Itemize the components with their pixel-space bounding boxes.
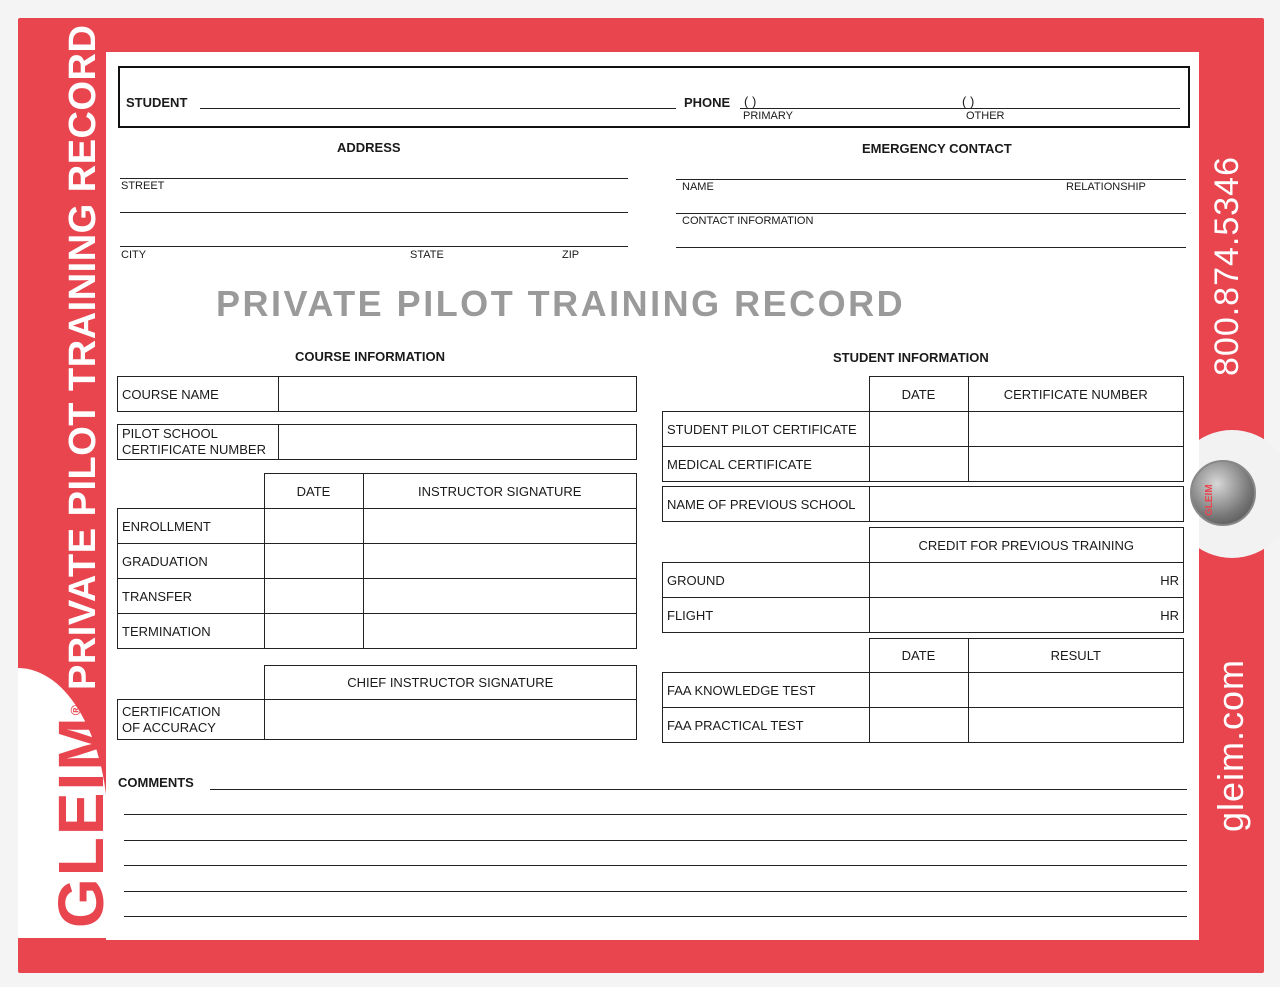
graduation-date-field[interactable] bbox=[264, 544, 363, 579]
chief-instructor-signature-field[interactable] bbox=[264, 700, 637, 740]
street-label: STREET bbox=[121, 180, 165, 192]
certificate-number-header: CERTIFICATE NUMBER bbox=[968, 377, 1184, 412]
knowledge-test-result-field[interactable] bbox=[968, 673, 1184, 708]
comments-label: COMMENTS bbox=[118, 775, 194, 790]
certification-line-2: OF ACCURACY bbox=[122, 719, 216, 735]
knowledge-test-label: FAA KNOWLEDGE TEST bbox=[663, 673, 870, 708]
previous-school-field[interactable] bbox=[870, 487, 1184, 522]
state-label: STATE bbox=[410, 249, 444, 261]
address-line-1[interactable] bbox=[120, 178, 628, 179]
emergency-line-2[interactable] bbox=[676, 213, 1186, 214]
student-pilot-label: STUDENT PILOT CERTIFICATE bbox=[663, 412, 870, 447]
phone-label: PHONE bbox=[684, 95, 731, 110]
brand-logo bbox=[44, 703, 118, 928]
course-name-label: COURSE NAME bbox=[118, 377, 279, 412]
certification-table bbox=[117, 665, 637, 740]
course-dates-table bbox=[117, 473, 637, 649]
pilot-school-label bbox=[118, 425, 279, 460]
test-result-header: RESULT bbox=[968, 639, 1184, 673]
seal-text: GLEIM bbox=[1204, 484, 1215, 516]
student-info-heading: STUDENT INFORMATION bbox=[833, 350, 989, 365]
previous-school-label: NAME OF PREVIOUS SCHOOL bbox=[663, 487, 870, 522]
ground-hours-field[interactable] bbox=[869, 563, 1184, 598]
side-website[interactable]: gleim.com bbox=[1210, 658, 1251, 832]
contact-info-label: CONTACT INFORMATION bbox=[682, 215, 814, 227]
ground-hr-unit: HR bbox=[1160, 572, 1179, 588]
brand-name: GLEIM bbox=[45, 715, 117, 928]
side-phone: 800.874.5346 bbox=[1208, 156, 1246, 376]
comments-line-1[interactable] bbox=[210, 789, 1187, 790]
course-date-header: DATE bbox=[264, 474, 363, 509]
flight-hours-field[interactable] bbox=[869, 598, 1184, 633]
course-name-table bbox=[117, 376, 637, 412]
comments-line-3[interactable] bbox=[124, 840, 1187, 841]
emergency-line-3[interactable] bbox=[676, 247, 1186, 248]
course-heading: COURSE INFORMATION bbox=[295, 349, 445, 364]
comments-line-2[interactable] bbox=[124, 814, 1187, 815]
medical-number-field[interactable] bbox=[968, 447, 1184, 482]
pilot-school-line-1: PILOT SCHOOL bbox=[122, 426, 218, 441]
medical-label: MEDICAL CERTIFICATE bbox=[663, 447, 870, 482]
relationship-label: RELATIONSHIP bbox=[1066, 181, 1146, 193]
previous-school-table bbox=[662, 486, 1184, 522]
comments-line-4[interactable] bbox=[124, 865, 1187, 866]
other-label: OTHER bbox=[966, 110, 1005, 122]
tests-table bbox=[662, 638, 1184, 743]
transfer-signature-field[interactable] bbox=[363, 579, 637, 614]
registered-mark: ® bbox=[67, 703, 84, 716]
zip-label: ZIP bbox=[562, 249, 580, 261]
knowledge-test-date-field[interactable] bbox=[869, 673, 968, 708]
transfer-label: TRANSFER bbox=[118, 579, 265, 614]
certificate-date-header: DATE bbox=[869, 377, 968, 412]
graduation-label: GRADUATION bbox=[118, 544, 265, 579]
student-label: STUDENT bbox=[126, 95, 188, 110]
instructor-signature-header: INSTRUCTOR SIGNATURE bbox=[363, 474, 637, 509]
graduation-signature-field[interactable] bbox=[363, 544, 637, 579]
city-label: CITY bbox=[121, 249, 147, 261]
comments-line-6[interactable] bbox=[124, 916, 1187, 917]
name-label: NAME bbox=[682, 181, 714, 193]
credit-header: CREDIT FOR PREVIOUS TRAINING bbox=[869, 528, 1184, 563]
emergency-line-1[interactable] bbox=[676, 179, 1186, 180]
test-date-header: DATE bbox=[869, 639, 968, 673]
practical-test-result-field[interactable] bbox=[968, 708, 1184, 743]
termination-label: TERMINATION bbox=[118, 614, 265, 649]
address-line-2[interactable] bbox=[120, 212, 628, 213]
comments-line-5[interactable] bbox=[124, 891, 1187, 892]
practical-test-label: FAA PRACTICAL TEST bbox=[663, 708, 870, 743]
primary-paren: ( ) bbox=[744, 94, 757, 109]
enrollment-date-field[interactable] bbox=[264, 509, 363, 544]
certificates-table bbox=[662, 376, 1184, 482]
certification-line-1: CERTIFICATION bbox=[122, 703, 221, 719]
other-paren: ( ) bbox=[962, 94, 975, 109]
address-heading: ADDRESS bbox=[337, 140, 401, 155]
gleim-seal-icon bbox=[1190, 460, 1256, 526]
enrollment-signature-field[interactable] bbox=[363, 509, 637, 544]
student-pilot-date-field[interactable] bbox=[869, 412, 968, 447]
student-box bbox=[118, 66, 1190, 128]
termination-signature-field[interactable] bbox=[363, 614, 637, 649]
pilot-school-table bbox=[117, 424, 637, 460]
phone-field[interactable] bbox=[740, 108, 1180, 109]
flight-label: FLIGHT bbox=[663, 598, 870, 633]
page-title: PRIVATE PILOT TRAINING RECORD bbox=[216, 283, 906, 324]
side-title: PRIVATE PILOT TRAINING RECORD bbox=[62, 24, 104, 690]
transfer-date-field[interactable] bbox=[264, 579, 363, 614]
enrollment-label: ENROLLMENT bbox=[118, 509, 265, 544]
flight-hr-unit: HR bbox=[1160, 607, 1179, 623]
chief-instructor-header: CHIEF INSTRUCTOR SIGNATURE bbox=[264, 666, 637, 700]
pilot-school-field[interactable] bbox=[279, 425, 637, 460]
practical-test-date-field[interactable] bbox=[869, 708, 968, 743]
credit-table bbox=[662, 527, 1184, 633]
student-field[interactable] bbox=[200, 108, 676, 109]
student-pilot-number-field[interactable] bbox=[968, 412, 1184, 447]
termination-date-field[interactable] bbox=[264, 614, 363, 649]
certification-label bbox=[118, 700, 265, 740]
pilot-school-line-2: CERTIFICATE NUMBER bbox=[122, 442, 266, 457]
medical-date-field[interactable] bbox=[869, 447, 968, 482]
primary-label: PRIMARY bbox=[743, 110, 793, 122]
course-name-field[interactable] bbox=[279, 377, 637, 412]
address-line-3[interactable] bbox=[120, 246, 628, 247]
emergency-heading: EMERGENCY CONTACT bbox=[862, 141, 1012, 156]
ground-label: GROUND bbox=[663, 563, 870, 598]
